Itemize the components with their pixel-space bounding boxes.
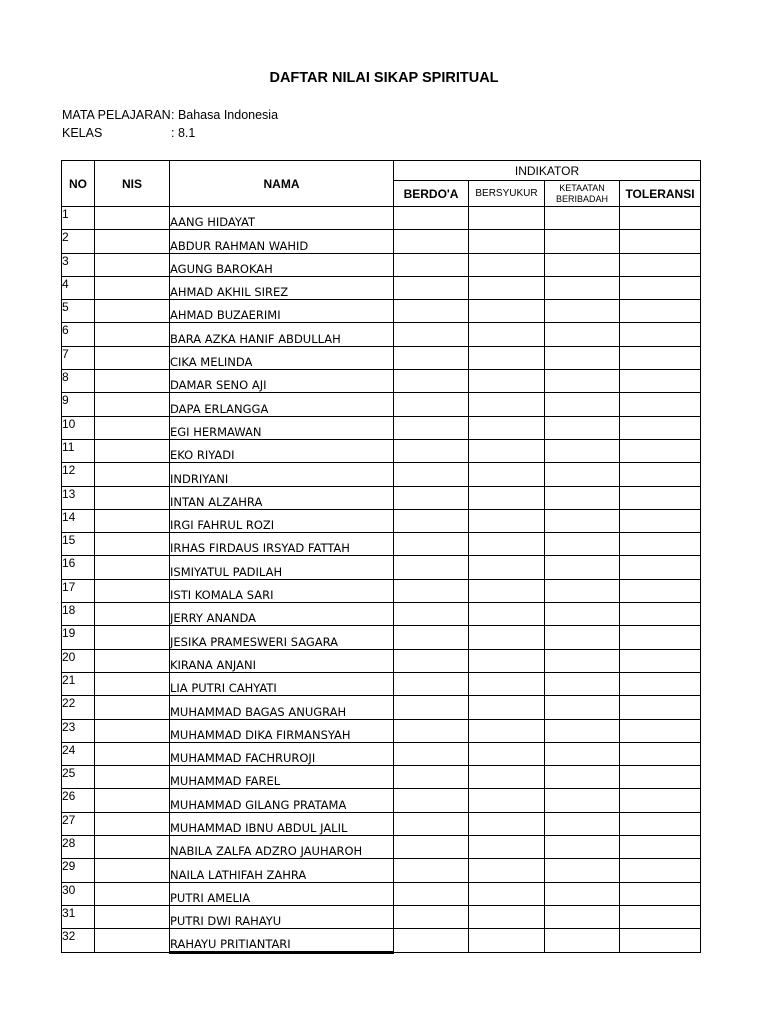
row-toleransi-cell: [620, 556, 701, 579]
row-nis-cell: [95, 672, 170, 695]
row-bersyukur-cell: [469, 649, 545, 672]
row-berdoa-cell: [394, 276, 469, 299]
row-berdoa-cell: [394, 323, 469, 346]
row-nama-cell: INDRIYANI: [170, 463, 394, 486]
row-bersyukur-cell: [469, 603, 545, 626]
row-berdoa-cell: [394, 859, 469, 882]
row-no-cell: 1: [62, 207, 95, 230]
row-nis-cell: [95, 556, 170, 579]
row-toleransi-cell: [620, 626, 701, 649]
row-nama-cell: NABILA ZALFA ADZRO JAUHAROH: [170, 836, 394, 859]
row-nis-cell: [95, 929, 170, 952]
row-nis-cell: [95, 742, 170, 765]
row-nis-cell: [95, 859, 170, 882]
row-toleransi-cell: [620, 836, 701, 859]
row-bersyukur-cell: [469, 323, 545, 346]
row-no-cell: 32: [62, 929, 95, 952]
row-ketaatan-cell: [545, 579, 620, 602]
row-nama-cell: AANG HIDAYAT: [170, 207, 394, 230]
row-nis-cell: [95, 276, 170, 299]
row-nama-cell: JERRY ANANDA: [170, 603, 394, 626]
row-nama-cell: CIKA MELINDA: [170, 346, 394, 369]
row-nis-cell: [95, 696, 170, 719]
row-nama-cell: DAMAR SENO AJI: [170, 370, 394, 393]
row-toleransi-cell: [620, 463, 701, 486]
header-toleransi: TOLERANSI: [620, 181, 701, 207]
row-nis-cell: [95, 905, 170, 928]
row-berdoa-cell: [394, 556, 469, 579]
row-nama-cell: EGI HERMAWAN: [170, 416, 394, 439]
row-bersyukur-cell: [469, 393, 545, 416]
row-berdoa-cell: [394, 719, 469, 742]
row-berdoa-cell: [394, 929, 469, 952]
row-nis-cell: [95, 463, 170, 486]
row-ketaatan-cell: [545, 789, 620, 812]
class-value: : 8.1: [171, 126, 196, 140]
row-nis-cell: [95, 603, 170, 626]
row-berdoa-cell: [394, 416, 469, 439]
row-no-cell: 17: [62, 579, 95, 602]
row-toleransi-cell: [620, 300, 701, 323]
row-berdoa-cell: [394, 766, 469, 789]
row-nis-cell: [95, 370, 170, 393]
table-row: [62, 789, 701, 812]
row-nis-cell: [95, 579, 170, 602]
row-bersyukur-cell: [469, 929, 545, 952]
row-nama-cell: JESIKA PRAMESWERI SAGARA: [170, 626, 394, 649]
row-toleransi-cell: [620, 742, 701, 765]
row-ketaatan-cell: [545, 719, 620, 742]
row-toleransi-cell: [620, 812, 701, 835]
row-ketaatan-cell: [545, 416, 620, 439]
row-bersyukur-cell: [469, 300, 545, 323]
row-toleransi-cell: [620, 719, 701, 742]
row-berdoa-cell: [394, 672, 469, 695]
row-toleransi-cell: [620, 393, 701, 416]
row-nama-cell: PUTRI DWI RAHAYU: [170, 905, 394, 928]
table-row: [62, 463, 701, 486]
row-toleransi-cell: [620, 509, 701, 532]
class-label: KELAS: [62, 126, 103, 140]
header-nis: NIS: [95, 161, 170, 207]
row-berdoa-cell: [394, 253, 469, 276]
row-berdoa-cell: [394, 230, 469, 253]
row-toleransi-cell: [620, 207, 701, 230]
row-ketaatan-cell: [545, 882, 620, 905]
row-nis-cell: [95, 766, 170, 789]
row-ketaatan-cell: [545, 509, 620, 532]
row-ketaatan-cell: [545, 556, 620, 579]
row-nama-cell: AHMAD AKHIL SIREZ: [170, 276, 394, 299]
row-ketaatan-cell: [545, 486, 620, 509]
table-row: [62, 905, 701, 928]
row-bersyukur-cell: [469, 230, 545, 253]
row-nama-cell: MUHAMMAD IBNU ABDUL JALIL: [170, 812, 394, 835]
table-row: [62, 766, 701, 789]
row-no-cell: 18: [62, 603, 95, 626]
row-berdoa-cell: [394, 346, 469, 369]
table-row: [62, 812, 701, 835]
row-no-cell: 29: [62, 859, 95, 882]
row-no-cell: 25: [62, 766, 95, 789]
row-nis-cell: [95, 300, 170, 323]
table-row: [62, 742, 701, 765]
row-nama-cell: ISTI KOMALA SARI: [170, 579, 394, 602]
row-berdoa-cell: [394, 836, 469, 859]
row-nis-cell: [95, 416, 170, 439]
row-bersyukur-cell: [469, 882, 545, 905]
row-toleransi-cell: [620, 533, 701, 556]
row-bersyukur-cell: [469, 486, 545, 509]
table-row: [62, 882, 701, 905]
row-berdoa-cell: [394, 300, 469, 323]
row-no-cell: 13: [62, 486, 95, 509]
row-bersyukur-cell: [469, 742, 545, 765]
row-no-cell: 16: [62, 556, 95, 579]
grade-table: [61, 160, 701, 954]
row-no-cell: 31: [62, 905, 95, 928]
row-ketaatan-cell: [545, 323, 620, 346]
row-toleransi-cell: [620, 882, 701, 905]
row-bersyukur-cell: [469, 556, 545, 579]
table-row: [62, 230, 701, 253]
row-no-cell: 26: [62, 789, 95, 812]
row-bersyukur-cell: [469, 370, 545, 393]
row-nis-cell: [95, 649, 170, 672]
table-row: [62, 509, 701, 532]
row-nama-cell: MUHAMMAD FACHRUROJI: [170, 742, 394, 765]
header-berdoa: BERDO'A: [394, 181, 469, 207]
row-berdoa-cell: [394, 603, 469, 626]
table-row: [62, 556, 701, 579]
row-toleransi-cell: [620, 789, 701, 812]
row-toleransi-cell: [620, 649, 701, 672]
row-no-cell: 20: [62, 649, 95, 672]
row-ketaatan-cell: [545, 370, 620, 393]
row-nama-cell: MUHAMMAD GILANG PRATAMA: [170, 789, 394, 812]
row-bersyukur-cell: [469, 812, 545, 835]
row-berdoa-cell: [394, 370, 469, 393]
row-nis-cell: [95, 207, 170, 230]
row-no-cell: 10: [62, 416, 95, 439]
row-berdoa-cell: [394, 649, 469, 672]
row-nama-cell: IRGI FAHRUL ROZI: [170, 509, 394, 532]
row-bersyukur-cell: [469, 766, 545, 789]
header-nama: NAMA: [170, 161, 394, 207]
subject-label: MATA PELAJARAN: [62, 108, 171, 122]
row-nama-cell: NAILA LATHIFAH ZAHRA: [170, 859, 394, 882]
row-nama-cell: EKO RIYADI: [170, 439, 394, 462]
row-nama-cell: AHMAD BUZAERIMI: [170, 300, 394, 323]
row-bersyukur-cell: [469, 579, 545, 602]
table-row: [62, 207, 701, 230]
row-toleransi-cell: [620, 323, 701, 346]
row-nama-cell: LIA PUTRI CAHYATI: [170, 672, 394, 695]
row-ketaatan-cell: [545, 626, 620, 649]
row-no-cell: 15: [62, 533, 95, 556]
row-berdoa-cell: [394, 393, 469, 416]
row-bersyukur-cell: [469, 439, 545, 462]
row-bersyukur-cell: [469, 905, 545, 928]
row-ketaatan-cell: [545, 766, 620, 789]
row-bersyukur-cell: [469, 253, 545, 276]
row-toleransi-cell: [620, 859, 701, 882]
table-row: [62, 533, 701, 556]
row-nis-cell: [95, 789, 170, 812]
row-berdoa-cell: [394, 207, 469, 230]
row-bersyukur-cell: [469, 207, 545, 230]
row-ketaatan-cell: [545, 905, 620, 928]
row-no-cell: 11: [62, 439, 95, 462]
row-ketaatan-cell: [545, 207, 620, 230]
row-ketaatan-cell: [545, 230, 620, 253]
row-berdoa-cell: [394, 742, 469, 765]
row-nis-cell: [95, 836, 170, 859]
row-ketaatan-cell: [545, 300, 620, 323]
row-bersyukur-cell: [469, 719, 545, 742]
row-toleransi-cell: [620, 416, 701, 439]
row-no-cell: 28: [62, 836, 95, 859]
row-no-cell: 14: [62, 509, 95, 532]
class-line: [62, 126, 195, 140]
row-bersyukur-cell: [469, 859, 545, 882]
table-row: [62, 626, 701, 649]
row-nama-cell: MUHAMMAD DIKA FIRMANSYAH: [170, 719, 394, 742]
row-bersyukur-cell: [469, 509, 545, 532]
row-no-cell: 2: [62, 230, 95, 253]
row-nis-cell: [95, 509, 170, 532]
table-row: [62, 579, 701, 602]
row-ketaatan-cell: [545, 439, 620, 462]
row-nama-cell: MUHAMMAD FAREL: [170, 766, 394, 789]
row-nama-cell: ABDUR RAHMAN WAHID: [170, 230, 394, 253]
row-ketaatan-cell: [545, 533, 620, 556]
row-no-cell: 7: [62, 346, 95, 369]
row-ketaatan-cell: [545, 672, 620, 695]
row-bersyukur-cell: [469, 626, 545, 649]
table-row: [62, 929, 701, 952]
row-ketaatan-cell: [545, 859, 620, 882]
row-nis-cell: [95, 253, 170, 276]
row-bersyukur-cell: [469, 672, 545, 695]
row-toleransi-cell: [620, 696, 701, 719]
row-nama-cell: DAPA ERLANGGA: [170, 393, 394, 416]
row-toleransi-cell: [620, 370, 701, 393]
row-no-cell: 8: [62, 370, 95, 393]
table-row: [62, 439, 701, 462]
row-no-cell: 5: [62, 300, 95, 323]
row-berdoa-cell: [394, 696, 469, 719]
page-title: DAFTAR NILAI SIKAP SPIRITUAL: [269, 70, 499, 86]
row-ketaatan-cell: [545, 836, 620, 859]
header-no: NO: [62, 161, 95, 207]
row-no-cell: 23: [62, 719, 95, 742]
row-nis-cell: [95, 230, 170, 253]
row-no-cell: 30: [62, 882, 95, 905]
row-nama-cell: ISMIYATUL PADILAH: [170, 556, 394, 579]
row-ketaatan-cell: [545, 346, 620, 369]
table-row: [62, 416, 701, 439]
row-nama-cell: KIRANA ANJANI: [170, 649, 394, 672]
row-toleransi-cell: [620, 486, 701, 509]
row-berdoa-cell: [394, 509, 469, 532]
table-row: [62, 393, 701, 416]
row-no-cell: 6: [62, 323, 95, 346]
subject-value: : Bahasa Indonesia: [171, 108, 279, 122]
table-body: [62, 207, 701, 953]
row-ketaatan-cell: [545, 276, 620, 299]
row-nama-cell: INTAN ALZAHRA: [170, 486, 394, 509]
row-berdoa-cell: [394, 463, 469, 486]
row-ketaatan-cell: [545, 253, 620, 276]
row-nis-cell: [95, 812, 170, 835]
subject-line: [62, 108, 278, 122]
row-bersyukur-cell: [469, 836, 545, 859]
row-toleransi-cell: [620, 579, 701, 602]
row-no-cell: 27: [62, 812, 95, 835]
row-berdoa-cell: [394, 439, 469, 462]
row-nis-cell: [95, 393, 170, 416]
row-nis-cell: [95, 486, 170, 509]
row-berdoa-cell: [394, 626, 469, 649]
row-no-cell: 21: [62, 672, 95, 695]
table-row: [62, 696, 701, 719]
row-nis-cell: [95, 882, 170, 905]
row-ketaatan-cell: [545, 929, 620, 952]
row-nis-cell: [95, 323, 170, 346]
row-no-cell: 4: [62, 276, 95, 299]
table-row: [62, 276, 701, 299]
row-bersyukur-cell: [469, 533, 545, 556]
row-berdoa-cell: [394, 579, 469, 602]
row-nis-cell: [95, 439, 170, 462]
row-toleransi-cell: [620, 766, 701, 789]
row-bersyukur-cell: [469, 463, 545, 486]
row-no-cell: 22: [62, 696, 95, 719]
table-row: [62, 486, 701, 509]
row-nama-cell: AGUNG BAROKAH: [170, 253, 394, 276]
row-toleransi-cell: [620, 672, 701, 695]
row-berdoa-cell: [394, 812, 469, 835]
table-row: [62, 719, 701, 742]
row-toleransi-cell: [620, 929, 701, 952]
row-bersyukur-cell: [469, 789, 545, 812]
row-bersyukur-cell: [469, 416, 545, 439]
table-row: [62, 603, 701, 626]
row-ketaatan-cell: [545, 812, 620, 835]
row-bersyukur-cell: [469, 276, 545, 299]
row-nis-cell: [95, 719, 170, 742]
row-berdoa-cell: [394, 789, 469, 812]
row-ketaatan-cell: [545, 463, 620, 486]
row-toleransi-cell: [620, 230, 701, 253]
row-bersyukur-cell: [469, 346, 545, 369]
table-row: [62, 672, 701, 695]
row-toleransi-cell: [620, 439, 701, 462]
row-nis-cell: [95, 346, 170, 369]
row-berdoa-cell: [394, 905, 469, 928]
row-ketaatan-cell: [545, 696, 620, 719]
table-row: [62, 300, 701, 323]
row-no-cell: 9: [62, 393, 95, 416]
row-berdoa-cell: [394, 882, 469, 905]
header-bersyukur: BERSYUKUR: [469, 181, 545, 207]
row-bersyukur-cell: [469, 696, 545, 719]
row-toleransi-cell: [620, 276, 701, 299]
row-ketaatan-cell: [545, 603, 620, 626]
row-no-cell: 24: [62, 742, 95, 765]
row-toleransi-cell: [620, 346, 701, 369]
row-toleransi-cell: [620, 253, 701, 276]
row-toleransi-cell: [620, 603, 701, 626]
header-ketaatan: KETAATAN BERIBADAH: [545, 181, 620, 207]
row-berdoa-cell: [394, 533, 469, 556]
table-row: [62, 346, 701, 369]
row-ketaatan-cell: [545, 649, 620, 672]
row-nis-cell: [95, 626, 170, 649]
table-row: [62, 859, 701, 882]
table-row: [62, 649, 701, 672]
row-no-cell: 12: [62, 463, 95, 486]
row-nama-cell: MUHAMMAD BAGAS ANUGRAH: [170, 696, 394, 719]
row-no-cell: 3: [62, 253, 95, 276]
row-toleransi-cell: [620, 905, 701, 928]
table-row: [62, 370, 701, 393]
row-nama-cell: IRHAS FIRDAUS IRSYAD FATTAH: [170, 533, 394, 556]
table-header: [62, 161, 701, 207]
row-nama-cell: BARA AZKA HANIF ABDULLAH: [170, 323, 394, 346]
row-nis-cell: [95, 533, 170, 556]
row-no-cell: 19: [62, 626, 95, 649]
header-indikator: INDIKATOR: [394, 161, 701, 181]
row-nama-cell: PUTRI AMELIA: [170, 882, 394, 905]
row-ketaatan-cell: [545, 393, 620, 416]
row-ketaatan-cell: [545, 742, 620, 765]
table-row: [62, 323, 701, 346]
row-nama-cell: RAHAYU PRITIANTARI: [170, 929, 394, 952]
table-row: [62, 836, 701, 859]
row-berdoa-cell: [394, 486, 469, 509]
table-row: [62, 253, 701, 276]
